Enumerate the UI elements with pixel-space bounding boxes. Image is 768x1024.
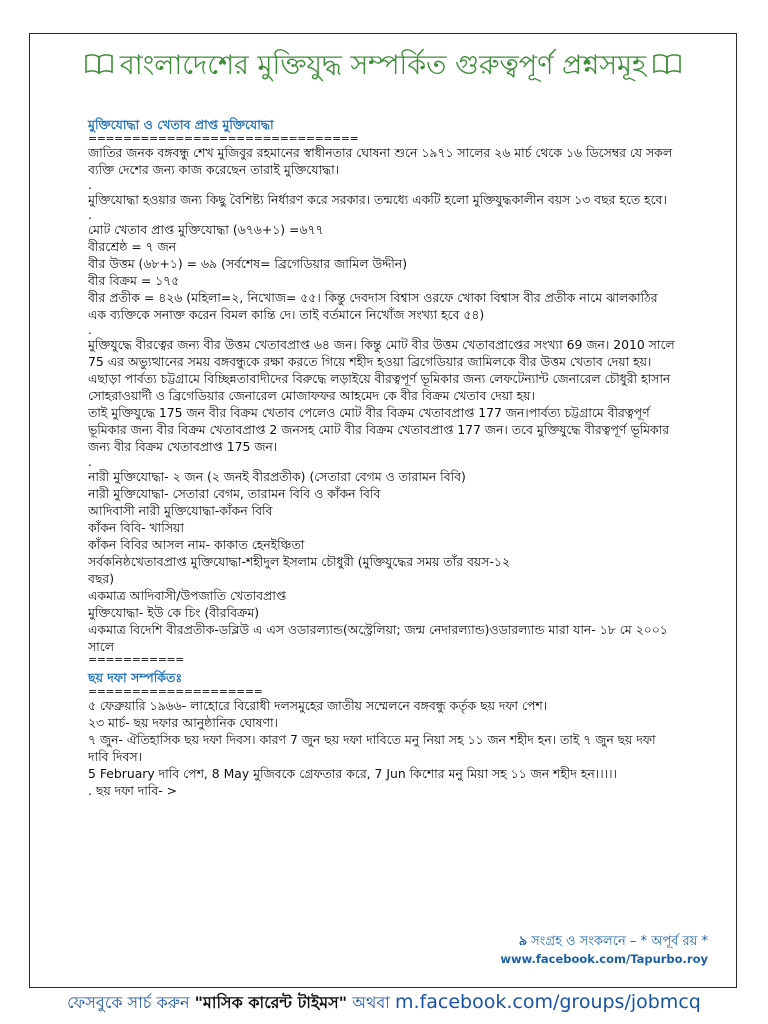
paragraph-definition: জাতির জনক বঙ্গবন্ধু শেখ মুজিবুর রহমানের স্বাধীনতার ঘোষনা শুনে ১৯৭১ সালের ২৬ মার্চ থেকে ১৬ ডিসেম্বর যে সকল ব্যক্তি দেশের জন্য কাজ করেছেন তারাই মুক্তিযোদ্ধা।	[88, 145, 673, 177]
line-women-fighters-3: আদিবাসী নারী মুক্তিযোদ্ধা-কাঁকন বিবি	[88, 503, 273, 518]
credit-block	[500, 933, 708, 967]
paragraph-criteria: মুক্তিযোদ্ধা হওয়ার জন্য কিছু বৈশিষ্ট্য নির্ধারণ করে সরকার। তন্মধ্যে একটি হলো মুক্তিযুদ্ধকালীন বয়স ১৩ বছর হতে হবে।	[88, 192, 667, 207]
line-bir-bikrom: বীর বিক্রম = ১৭৫	[88, 273, 180, 288]
credit-text: সংগ্রহ ও সংকলনে – * অপূর্ব রয় *	[531, 934, 708, 949]
dot-separator: .	[88, 454, 92, 469]
line-women-fighters-5: কাঁকন বিবির আসল নাম- কাকাত হেনইঞ্চিতা	[88, 537, 305, 552]
line-women-fighters-1: নারী মুক্তিযোদ্ধা- ২ জন (২ জনই বীরপ্রতীক) (সেতারা বেগম ও তারামন বিবি)	[88, 469, 466, 484]
line-foreign-fighter: একমাত্র বিদেশি বীরপ্রতীক-ডব্লিউ এ এস ওডারল্যান্ড(অস্ট্রেলিয়া; জন্ম নেদারল্যান্ড)ওডারল্যান্ড মারা যান- ১৮ মে ২০০১ সালে	[88, 622, 668, 654]
book-icon	[84, 43, 114, 91]
section-heading-freedom-fighters: মুক্তিযোদ্ধা ও খেতাব প্রাপ্ত মুক্তিযোদ্ধা	[88, 117, 274, 132]
line-tribal-2: মুক্তিযোদ্ধা- ইউ কে চিং (বীরবিক্রম)	[88, 605, 260, 620]
line-bir-uttom: বীর উত্তম (৬৮+১) = ৬৯ (সর্বশেষ= ব্রিগেডিয়ার জামিল উদ্দীন)	[88, 256, 408, 271]
footer-page-name: "মাসিক কারেন্ট টাইমস"	[194, 993, 348, 1012]
document-body	[88, 116, 678, 799]
footer-group-link[interactable]: m.facebook.com/groups/jobmcq	[395, 991, 701, 1013]
line-bir-sreshtho: বীরশ্রেষ্ঠ = ৭ জন	[88, 239, 177, 254]
paragraph-bir-uttom-details: মুক্তিযুদ্ধে বীরত্বের জন্য বীর উত্তম খেতাবপ্রাপ্ত ৬৪ জন। কিন্তু মোট বীর উত্তম খেতাবপ্রাপ্তের সংখ্যা 69 জন। 2010 সালে 75 এর অভ্যুত্থানের সময় বঙ্গবন্ধুকে রক্ষা করতে গিয়ে শহীদ হওয়া ব্রিগেডিয়ার জামিলকে বীর উত্তম খেতাব দেয়া হয়। এছাড়া পার্বত্য চট্টগ্রামে বিচ্ছিন্নতাবাদীদের বিরুদ্ধে লড়াইয়ে বীরত্বপূর্ণ ভূমিকার জন্য লেফটেন্যান্ট জেনারেল চৌধুরী হাসান সোহরাওয়ার্দী ও ব্রিগেডিয়ার জেনারেল মোজাফফর আহমেদ কে বীর বিক্রম খেতাব দেয়া হয়।	[88, 337, 675, 403]
footer-search-text: ফেসবুকে সার্চ করুন	[67, 993, 190, 1012]
page-title-row	[29, 42, 737, 91]
line-six-points-1: ৫ ফেব্রুয়ারি ১৯৬৬- লাহোরে বিরোধী দলসমুহের জাতীয় সম্মেলনে বঙ্গবন্ধু কর্তৃক ছয় দফা পেশ।	[88, 698, 548, 713]
dot-separator: .	[88, 207, 92, 222]
line-tribal-1: একমাত্র আদিবাসী/উপজাতি খেতাবপ্রাপ্ত	[88, 588, 287, 603]
page-title: বাংলাদেশের মুক্তিযুদ্ধ সম্পর্কিত গুরুত্বপূর্ণ প্রশ্নসমূহ	[119, 50, 647, 81]
line-total-titles: মোট খেতাব প্রাপ্ত মুক্তিযোদ্ধা (৬৭৬+১) =৬৭৭	[88, 222, 324, 237]
line-six-points-4: 5 February দাবি পেশ, 8 May মুজিবকে গ্রেফতার করে, 7 Jun কিশোর মনু মিয়া সহ ১১ জন শহীদ হন।।।।।	[88, 766, 617, 781]
line-women-fighters-2: নারী মুক্তিযোদ্ধা- সেতারা বেগম, তারামন বিবি ও কাঁকন বিবি	[88, 486, 381, 501]
credit-url-link[interactable]: www.facebook.com/Tapurbo.roy	[500, 952, 708, 966]
footer-banner	[0, 990, 768, 1015]
line-bir-protik: বীর প্রতীক = ৪২৬ (মহিলা=২, নিখোজ= ৫৫। কিন্তু দেবদাস বিশ্বাস ওরফে খোকা বিশ্বাস বীর প্রতীক নামে ঝালকাঠির এক ব্যক্তিকে সনাক্ত করেন বিমল কান্তি দে। তাই বর্তমানে নিখোঁজ সংখ্যা হবে ৫৪)	[88, 290, 658, 322]
section-heading-six-points: ছয় দফা সম্পর্কিতঃ	[88, 670, 183, 685]
dot-separator: .	[88, 177, 92, 192]
line-six-points-3: ৭ জুন- ঐতিহাসিক ছয় দফা দিবস। কারণ 7 জুন ছয় দফা দাবিতে মনু নিয়া সহ ১১ জন শহীদ হন। তাই ৭ জুন ছয় দফা দাবি দিবস।	[88, 732, 656, 764]
paragraph-bir-bikrom-details: তাই মুক্তিযুদ্ধে 175 জন বীর বিক্রম খেতাব পেলেও মোট বীর বিক্রম খেতাবপ্রাপ্ত 177 জন।পার্বত্য চট্টগ্রামে বীরত্বপূর্ণ ভূমিকার জন্য বীর বিক্রম খেতাবপ্রাপ্ত 2 জনসহ মোট বীর বিক্রম খেতাবপ্রাপ্ত 177 জন। তবে মুক্তিযুদ্ধে বীরত্বপূর্ণ ভূমিকার জন্য বীর বিক্রম খেতাবপ্রাপ্ত 175 জন।	[88, 405, 670, 454]
separator-rule: ====================	[88, 685, 263, 698]
line-women-fighters-4: কাঁকন বিবি- খাসিয়া	[88, 520, 184, 535]
separator-rule: ===========	[88, 653, 184, 666]
book-icon	[652, 43, 682, 91]
line-six-points-2: ২৩ মার্চ- ছয় দফার আনুষ্ঠানিক ঘোষণা।	[88, 715, 278, 730]
line-youngest-fighter: সর্বকনিষ্ঠখেতাবপ্রাপ্ত মুক্তিযোদ্ধা-শহীদুল ইসলাম চৌধুরী (মুক্তিযুদ্ধের সময় তাঁর বয়স-১২ বছর)	[88, 554, 510, 586]
dot-separator: .	[88, 322, 92, 337]
line-six-points-5: . ছয় দফা দাবি- >	[88, 783, 178, 798]
footer-or-text: অথবা	[352, 993, 390, 1012]
flower-icon: ৯	[518, 934, 528, 949]
separator-rule: ===============================	[88, 132, 359, 145]
